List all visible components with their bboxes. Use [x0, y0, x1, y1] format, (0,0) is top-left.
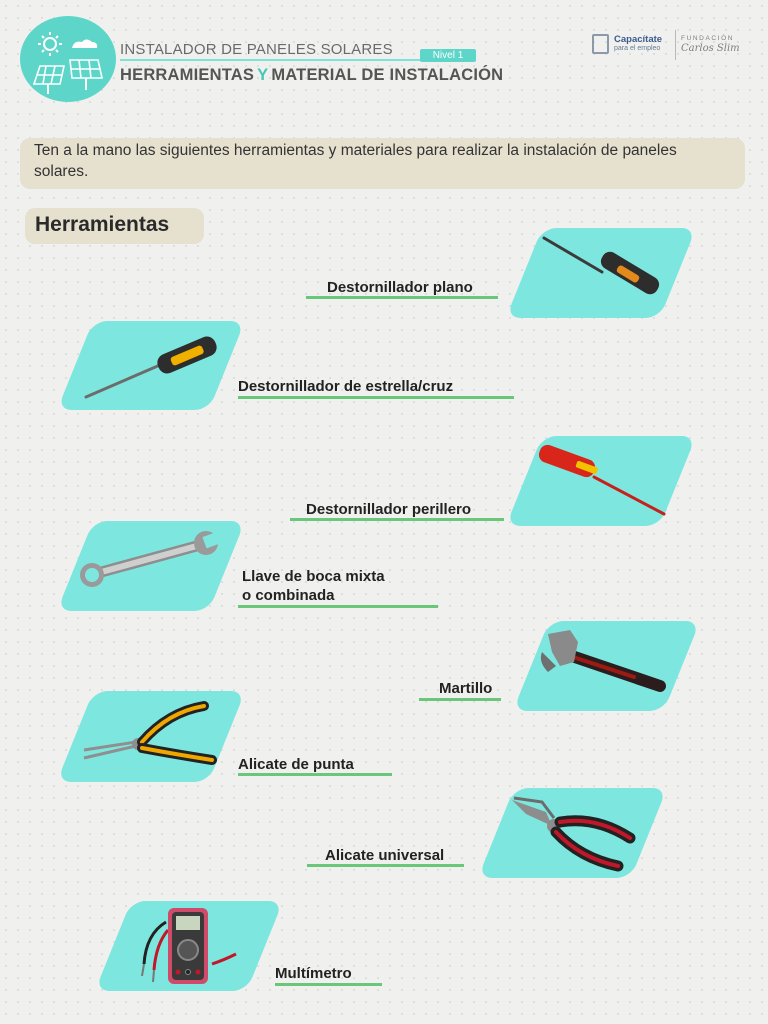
- tool-label-hammer: Martillo: [439, 680, 493, 697]
- tool-underline: [238, 605, 438, 608]
- tool-label-line2: o combinada: [242, 587, 335, 604]
- tool-label-flat-screwdriver: Destornillador plano: [327, 279, 473, 296]
- tool-label-line1: Llave de boca mixta: [242, 568, 385, 585]
- precision-screwdriver-icon: [532, 444, 672, 522]
- tool-label-phillips-screwdriver: Destornillador de estrella/cruz: [238, 378, 454, 395]
- course-subtitle: INSTALADOR DE PANELES SOLARES: [120, 41, 393, 58]
- level-badge: Nivel 1: [420, 49, 476, 62]
- phillips-screwdriver-icon: [78, 325, 224, 407]
- tool-underline: [275, 983, 382, 986]
- brand-tagline: para el empleo: [614, 45, 661, 52]
- flat-screwdriver-icon: [530, 230, 670, 316]
- tool-underline: [238, 773, 392, 776]
- tool-label-needle-nose-pliers: Alicate de punta: [238, 756, 354, 773]
- tool-underline: [419, 698, 501, 701]
- tool-underline: [238, 396, 514, 399]
- tool-underline: [307, 864, 464, 867]
- multimeter-icon: [134, 904, 244, 988]
- document-icon: [592, 34, 609, 54]
- tool-label-universal-pliers: Alicate universal: [325, 847, 445, 864]
- foundation-signature: Carlos Slim: [681, 43, 740, 54]
- brand-divider: [675, 30, 676, 60]
- brand-name: Capacítate: [614, 34, 663, 45]
- universal-pliers-icon: [506, 792, 644, 874]
- hammer-icon: [534, 626, 674, 706]
- title-part2: MATERIAL DE INSTALACIÓN: [271, 66, 504, 84]
- needle-nose-pliers-icon: [80, 700, 220, 774]
- tool-underline: [290, 518, 504, 521]
- tool-underline: [306, 296, 498, 299]
- foundation-label: FUNDACIÓN: [681, 35, 735, 42]
- tool-label-combination-wrench: [242, 567, 385, 605]
- page-title: [120, 66, 503, 85]
- solar-panel-icon: [20, 16, 116, 102]
- solar-panel-logo: [20, 16, 116, 102]
- combination-wrench-icon: [76, 530, 224, 600]
- intro-box: Ten a la mano las siguientes herramientas y materiales para realizar la instalación de paneles solares.: [20, 138, 745, 189]
- brand-logos: [592, 33, 752, 59]
- title-connector: Y: [257, 66, 269, 84]
- title-part1: HERRAMIENTAS: [120, 66, 255, 84]
- tool-label-multimeter: Multímetro: [275, 965, 352, 982]
- tool-label-precision-screwdriver: Destornillador perillero: [306, 501, 472, 518]
- section-title: Herramientas: [35, 213, 170, 236]
